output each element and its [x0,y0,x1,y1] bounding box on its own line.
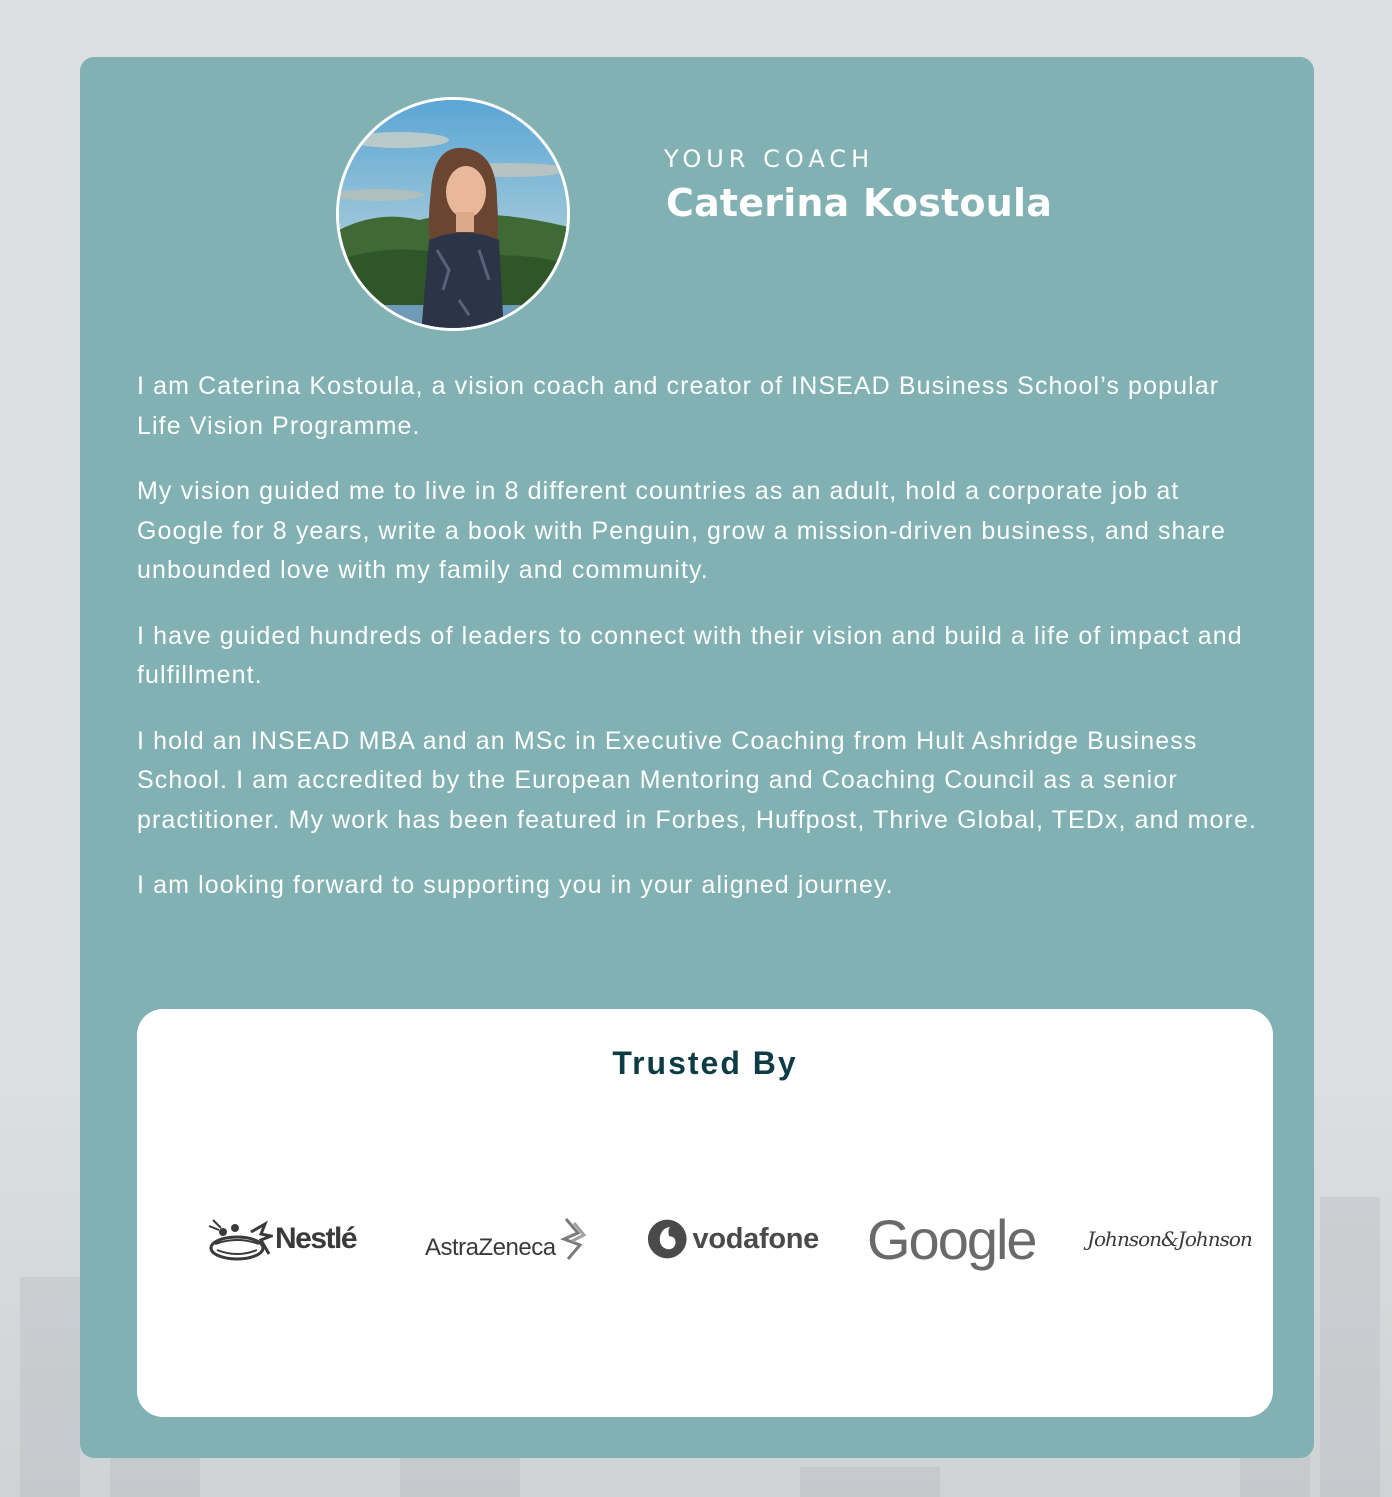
coach-bio [137,367,1267,932]
vodafone-wordmark: vodafone [692,1222,819,1255]
bio-paragraph: I am looking forward to supporting you in your aligned journey. [137,871,894,899]
bio-paragraph: My vision guided me to live in 8 different countries as an adult, hold a corporate job at Google for 8 years, write a book with Penguin, grow a mission-driven business, and share unbounded love with my family and community. [137,477,1226,584]
vodafone-logo [647,1199,819,1279]
bio-paragraph: I hold an INSEAD MBA and an MSc in Executive Coaching from Hult Ashridge Business School. I am accredited by the European Mentoring and Coaching Council as a senior practitioner. My work has been featured in Forbes, Huffpost, Thrive Global, TEDx, and more. [137,726,1258,834]
johnson-johnson-wordmark: Johnson&Johnson [1087,1227,1252,1251]
google-wordmark: Google [867,1207,1036,1271]
coach-name: Caterina Kostoula [666,181,1053,225]
nestle-nest-icon [205,1214,273,1264]
nestle-wordmark: Nestlé [275,1222,357,1255]
astrazeneca-symbol-icon [554,1215,588,1263]
astrazeneca-wordmark: AstraZeneca [425,1234,556,1261]
coach-avatar [336,97,570,331]
coach-eyebrow: YOUR COACH [664,145,875,173]
vodafone-speechmark-icon [647,1217,688,1261]
coach-card [80,57,1314,1458]
trusted-by-panel [137,1009,1273,1417]
bio-paragraph: I am Caterina Kostoula, a vision coach and creator of INSEAD Business School’s popular Life Vision Programme. [137,372,1220,440]
coach-photo [339,100,570,331]
google-logo [867,1199,1039,1279]
johnson-johnson-logo [1087,1199,1252,1279]
nestle-logo [205,1199,375,1279]
astrazeneca-logo [425,1199,597,1279]
trusted-by-title: Trusted By [612,1045,798,1081]
bio-paragraph: I have guided hundreds of leaders to connect with their vision and build a life of impact and fulfillment. [137,621,1243,689]
